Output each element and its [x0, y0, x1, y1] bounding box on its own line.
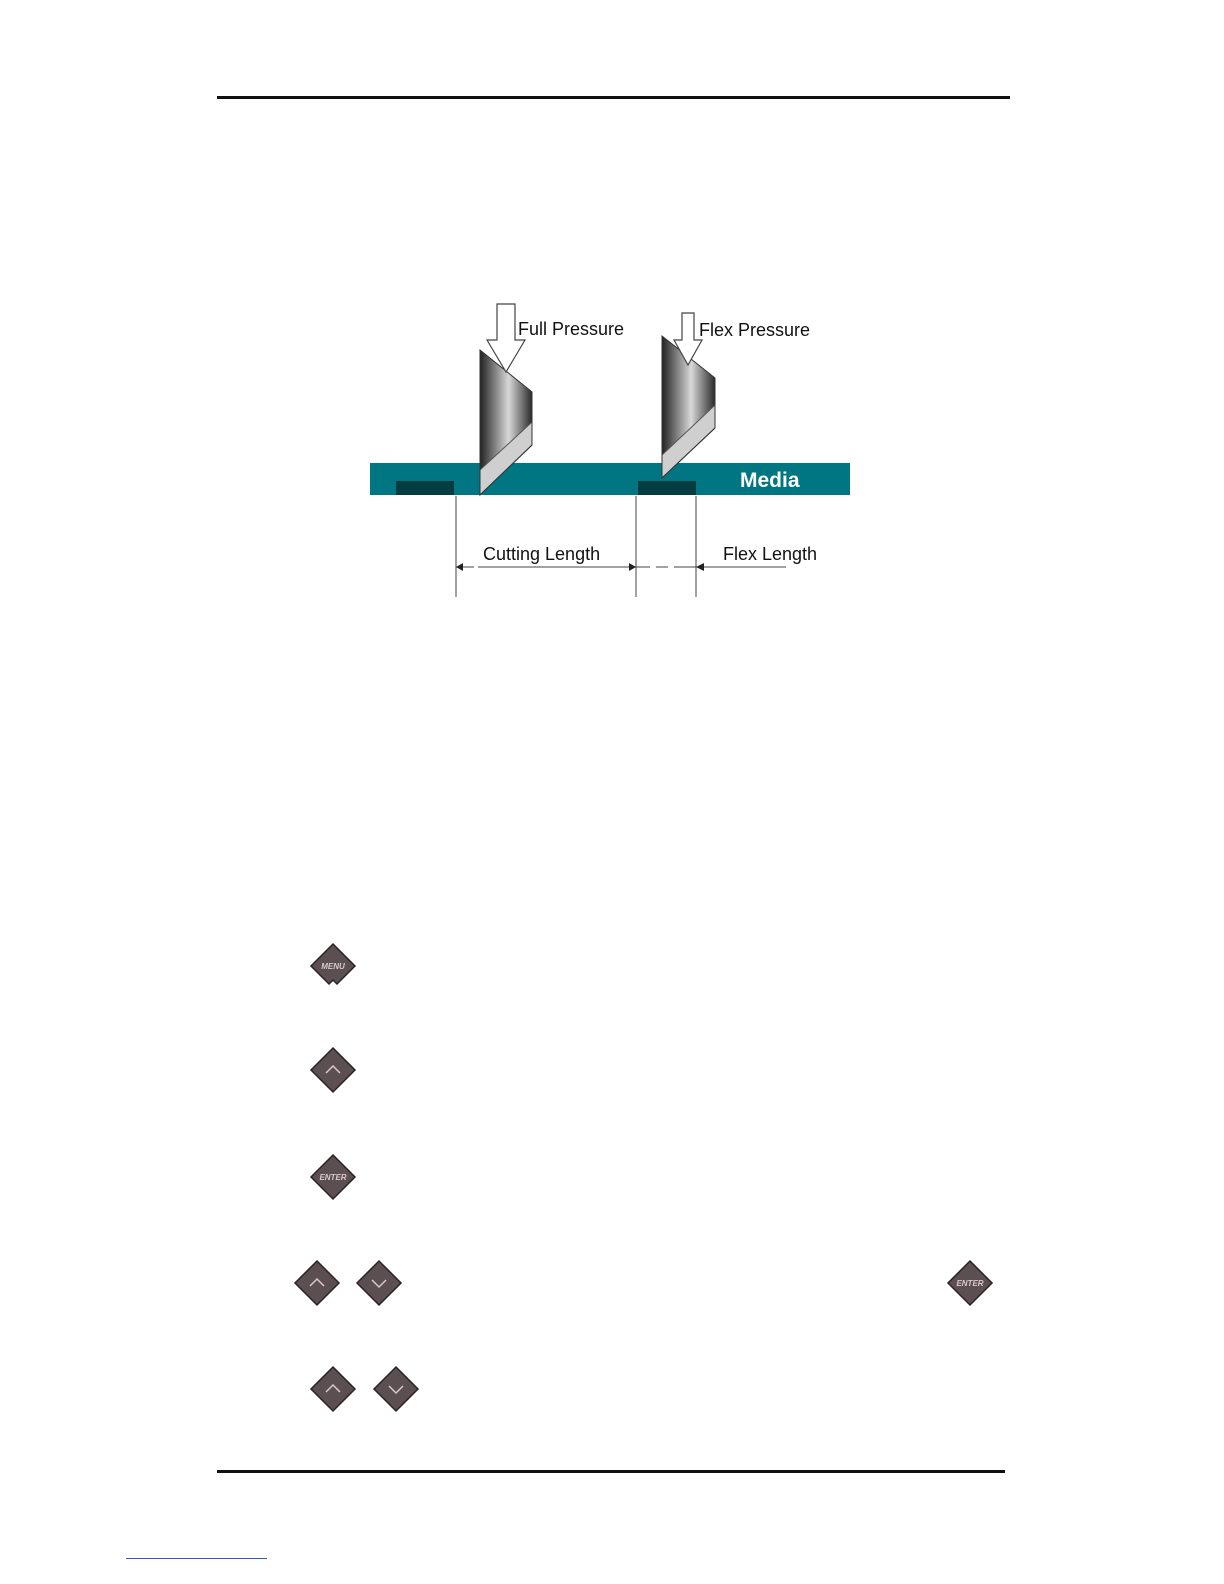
- footer-link-underline[interactable]: [126, 1558, 267, 1559]
- footer-rule: [217, 1470, 1005, 1473]
- up-arrow-key-icon: [303, 1040, 363, 1100]
- cut-segment-flex: [638, 481, 696, 495]
- media-label: Media: [740, 469, 800, 492]
- full-pressure-label: Full Pressure: [518, 319, 625, 339]
- cutting-length-label: Cutting Length: [483, 544, 601, 564]
- enter-key-icon: [940, 1253, 1000, 1313]
- up-arrow-key-icon: [303, 1359, 363, 1419]
- down-arrow-key-icon: [349, 1253, 409, 1313]
- flex-length-label: Flex Length: [723, 544, 818, 564]
- menu-key-text: MENU: [321, 962, 345, 971]
- enter-key-icon: [303, 1147, 363, 1207]
- menu-key-icon: [303, 936, 363, 996]
- down-arrow-key-icon: [366, 1359, 426, 1419]
- enter-key-text: ENTER: [319, 1173, 347, 1182]
- cut-segment-full: [396, 481, 454, 495]
- enter-key-text: ENTER: [956, 1279, 984, 1288]
- up-arrow-key-icon: [287, 1253, 347, 1313]
- flex-pressure-label: Flex Pressure: [699, 320, 811, 340]
